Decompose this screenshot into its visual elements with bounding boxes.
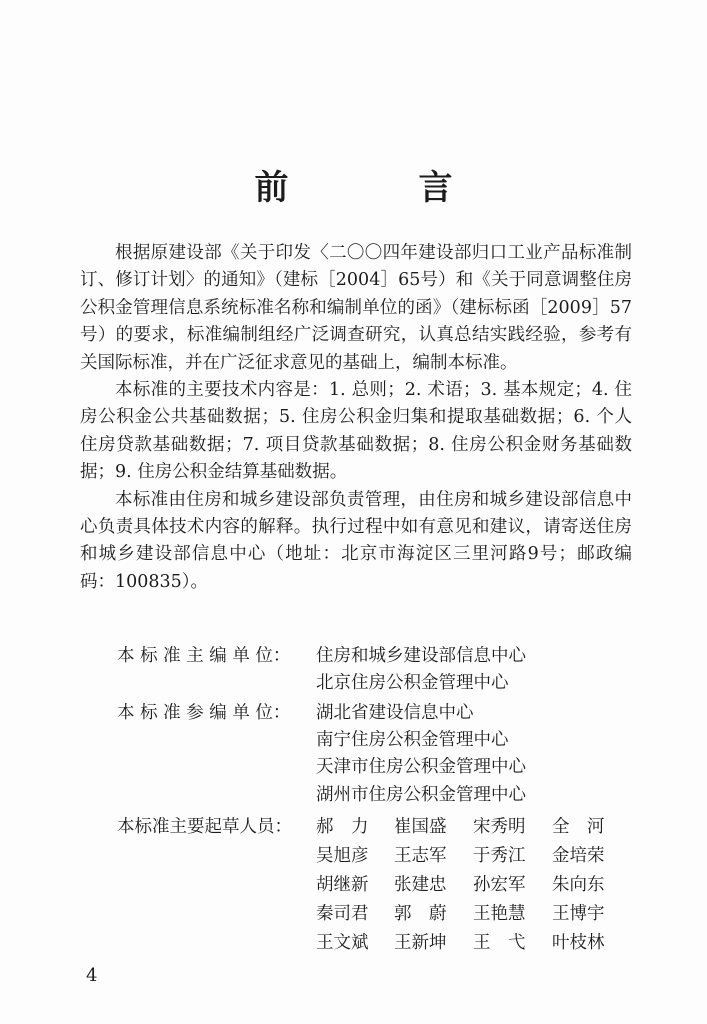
participant-unit-row [117, 754, 637, 781]
paragraph-management: 本标准由住房和城乡建设部负责管理，由住房和城乡建设部信息中心负责具体技术内容的解释。执行过程中如有意见和建议，请寄送住房和城乡建设部信息中心（地址：北京市海淀区三里河路9号；邮政编码：100835）。 [80, 489, 632, 592]
drafter-name: 王 弋 [473, 933, 526, 953]
drafter-name: 吴旭彦 [316, 846, 369, 866]
participant-unit-row [117, 782, 637, 809]
editor-unit: 住房和城乡建设部信息中心 [316, 646, 526, 666]
drafter-name: 孙宏军 [473, 875, 526, 895]
participant-unit: 湖州市住房公积金管理中心 [316, 785, 526, 805]
drafter-name: 王志军 [394, 846, 447, 866]
drafter-row [117, 872, 637, 899]
editor-unit-row [117, 643, 637, 670]
page-title: 前 言 [254, 168, 501, 208]
drafter-name: 于秀江 [473, 846, 526, 866]
drafter-name: 秦司君 [316, 904, 369, 924]
drafter-name: 崔国盛 [394, 817, 447, 837]
drafters-label: 本标准主要起草人员： [117, 817, 292, 837]
drafter-names [316, 930, 707, 957]
body-text [80, 240, 632, 596]
drafter-row [117, 930, 637, 957]
participant-unit-row [117, 727, 637, 754]
paragraph-contents: 本标准的主要技术内容是：1. 总则；2. 术语；3. 基本规定；4. 住房公积金公共基础数据；5. 住房公积金归集和提取基础数据；6. 个人住房贷款基础数据；7. 项目贷款基础数据；8. 住房公积金财务基础数据；9. 住房公积金结算基础数据。 [80, 380, 632, 483]
drafter-name: 胡继新 [316, 875, 369, 895]
editor-unit-label: 本 标 准 主 编 单 位： [117, 646, 291, 666]
editor-unit: 北京住房公积金管理中心 [316, 673, 509, 693]
drafter-name: 宋秀明 [473, 817, 526, 837]
drafter-name: 全 河 [552, 817, 605, 837]
drafter-name: 王艳慧 [473, 904, 526, 924]
drafter-row [117, 901, 637, 928]
drafter-row [117, 843, 637, 870]
drafter-names [316, 814, 707, 841]
participant-unit: 湖北省建设信息中心 [316, 703, 474, 723]
drafter-name: 朱向东 [552, 875, 605, 895]
drafter-name: 王文斌 [316, 933, 369, 953]
drafter-name: 王博宇 [552, 904, 605, 924]
drafter-name: 郭 蔚 [394, 904, 447, 924]
paragraph-background: 根据原建设部《关于印发〈二〇〇四年建设部归口工业产品标准制订、修订计划〉的通知》（建标［2004］65号）和《关于同意调整住房公积金管理信息系统标准名称和编制单位的函》（建标标函［2009］57号）的要求，标准编制组经广泛调查研究，认真总结实践经验，参考有关国际标准，并在广泛征求意见的基础上，编制本标准。 [80, 243, 632, 373]
drafter-names [316, 901, 707, 928]
drafter-names [316, 872, 707, 899]
drafter-row [117, 814, 637, 841]
page-number: 4 [86, 965, 98, 986]
drafter-names [316, 843, 707, 870]
drafter-name: 郝 力 [316, 817, 369, 837]
drafter-name: 金培荣 [552, 846, 605, 866]
drafter-name: 叶枝林 [552, 933, 605, 953]
drafter-name: 王新坤 [394, 933, 447, 953]
participant-unit-label: 本 标 准 参 编 单 位： [117, 703, 291, 723]
participant-unit-row [117, 700, 637, 727]
participant-unit: 天津市住房公积金管理中心 [316, 757, 526, 777]
editor-unit-row [117, 670, 637, 697]
drafter-name: 张建忠 [394, 875, 447, 895]
participant-unit: 南宁住房公积金管理中心 [316, 730, 509, 750]
